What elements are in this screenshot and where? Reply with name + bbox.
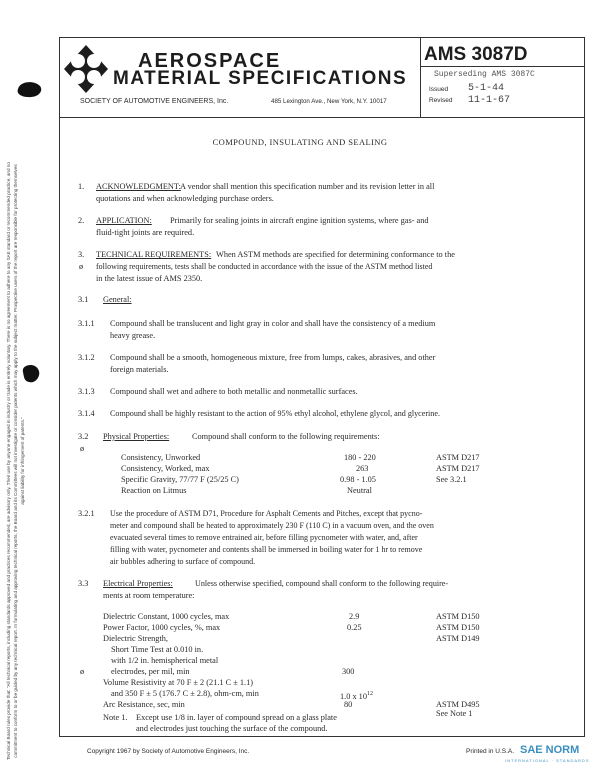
phys-row2-method: ASTM D217	[436, 464, 480, 473]
s31-number: 3.1	[78, 295, 89, 304]
elec-row4-line1: Volume Resistivity at 70 F ± 2 (21.1 C ± 1.1)	[103, 678, 254, 687]
watermark-subtitle: INTERNATIONAL · STANDARDS	[505, 758, 590, 763]
s31-heading: General:	[103, 295, 132, 304]
s321-line2: meter and compound shall be heated to approximately 230 F (110 C) in a vacuum oven, and the oven	[110, 521, 434, 530]
s313-number: 3.1.3	[78, 387, 95, 396]
revised-date: 11-1-67	[468, 95, 511, 106]
elec-row5-note: See Note 1	[436, 709, 473, 718]
sec3-line1: When ASTM methods are specified for determining conformance to the	[216, 250, 455, 259]
phys-row3-value: 0.98 - 1.05	[340, 475, 376, 484]
elec-row3-change-mark: ø	[80, 667, 85, 676]
s32-number: 3.2	[78, 432, 89, 441]
phys-row1-method: ASTM D217	[436, 453, 480, 462]
s314-line1: Compound shall be highly resistant to the action of 95% ethyl alcohol, ethylene glycol, and glycerine.	[110, 409, 440, 418]
s313-line1: Compound shall wet and adhere to both metallic and nonmetallic surfaces.	[110, 387, 358, 396]
elec-row3-prop: Dielectric Strength,	[103, 634, 168, 643]
elec-row5-method: ASTM D495	[436, 700, 480, 709]
elec-row2-method: ASTM D150	[436, 623, 480, 632]
elec-row3-line4: electrodes, per mil, min	[111, 667, 190, 676]
s311-line1: Compound shall be translucent and light gray in color and shall have the consistency of a medium	[110, 319, 436, 328]
s321-line3: evacuated several times to remove entrained air, before filling pycnometer with water, and, after	[110, 533, 418, 542]
elec-row1-value: 2.9	[349, 612, 360, 621]
revised-label: Revised	[429, 97, 453, 104]
society-address: 485 Lexington Ave., New York, N.Y. 10017	[271, 98, 387, 105]
copyright-notice: Copyright 1967 by Society of Automotive Engineers, Inc.	[87, 748, 250, 755]
elec-row1-prop: Dielectric Constant, 1000 cycles, max	[103, 612, 230, 621]
elec-row4-value-base: 1.0 x 10	[340, 691, 367, 701]
sec3-line3: in the latest issue of AMS 2350.	[96, 274, 203, 283]
header-divider	[59, 117, 585, 118]
issued-label: Issued	[429, 86, 449, 93]
elec-row3-value: 300	[342, 667, 355, 676]
elec-row2-prop: Power Factor, 1000 cycles, %, max	[103, 623, 221, 632]
header-title-line1: AEROSPACE	[138, 50, 282, 72]
watermark: SAE NORM	[520, 744, 580, 756]
s33-line2: ments at room temperature:	[103, 591, 195, 600]
sec1-heading: ACKNOWLEDGMENT:	[96, 182, 181, 191]
s33-number: 3.3	[78, 579, 89, 588]
phys-row2-value: 263	[356, 464, 369, 473]
s32-line1: Compound shall conform to the following requirements:	[192, 432, 380, 441]
sae-logo-icon	[61, 43, 111, 95]
note1-line1: Except use 1/8 in. layer of compound spread on a glass plate	[136, 713, 337, 722]
elec-row5-prop: Arc Resistance, sec, min	[103, 700, 185, 709]
elec-row4-value-exponent: 12	[366, 691, 373, 697]
ams-box-divider	[420, 66, 585, 67]
sec3-number: 3.	[78, 250, 85, 259]
s33-heading: Electrical Properties:	[103, 579, 173, 588]
superseding-note: Superseding AMS 3087C	[434, 70, 535, 79]
sec1-line1: A vendor shall mention this specification number and its revision letter in all	[180, 182, 435, 191]
sec2-line2: fluid-tight joints are required.	[96, 228, 195, 237]
sec1-line2: quotations and when acknowledging purchase orders.	[96, 194, 274, 203]
sec2-heading: APPLICATION:	[96, 216, 152, 225]
phys-row2-prop: Consistency, Worked, max	[121, 464, 210, 473]
header-title-line2: MATERIAL SPECIFICATIONS	[113, 68, 408, 89]
elec-row3-method: ASTM D149	[436, 634, 480, 643]
s32-heading: Physical Properties:	[103, 432, 170, 441]
s321-number: 3.2.1	[78, 509, 95, 518]
elec-row5-value: 80	[344, 700, 353, 709]
society-name: SOCIETY OF AUTOMOTIVE ENGINEERS, Inc.	[80, 98, 229, 105]
printed-in: Printed in U.S.A.	[466, 748, 515, 755]
s33-line1: Unless otherwise specified, compound shall conform to the following require-	[195, 579, 449, 588]
s312-line2: foreign materials.	[110, 365, 169, 374]
sec3-heading: TECHNICAL REQUIREMENTS:	[96, 250, 212, 259]
elec-row1-method: ASTM D150	[436, 612, 480, 621]
s312-line1: Compound shall be a smooth, homogeneous mixture, free from lumps, cakes, abrasives, and other	[110, 353, 436, 362]
phys-row1-value: 180 - 220	[344, 453, 376, 462]
s311-number: 3.1.1	[78, 319, 95, 328]
ams-number: AMS 3087D	[424, 44, 528, 65]
sec3-line2: following requirements, tests shall be conducted in accordance with the issue of the ASTM method listed	[96, 262, 433, 271]
ink-blot-icon	[14, 78, 44, 100]
issued-date: 5-1-44	[468, 83, 505, 94]
sec2-line1: Primarily for sealing joints in aircraft engine ignition systems, where gas- and	[170, 216, 429, 225]
note1-label: Note 1.	[103, 713, 128, 722]
s311-line2: heavy grease.	[110, 331, 156, 340]
s321-line4: filling with water, pycnometer and contents shall be immersed in boiling water for 1 hr to remove	[110, 545, 423, 554]
header-column-divider	[420, 37, 421, 117]
phys-row3-method: See 3.2.1	[436, 475, 467, 484]
s321-line5: air bubbles adhering to surface of compound.	[110, 557, 256, 566]
phys-row3-prop: Specific Gravity, 77/77 F (25/25 C)	[121, 475, 239, 484]
elec-row4-line2: and 350 F ± 5 (176.7 C ± 2.8), ohm-cm, min	[111, 689, 259, 698]
sec1-number: 1.	[78, 182, 85, 191]
elec-row3-line2: Short Time Test at 0.010 in.	[111, 645, 204, 654]
s314-number: 3.1.4	[78, 409, 95, 418]
phys-row4-prop: Reaction on Litmus	[121, 486, 187, 495]
sec2-number: 2.	[78, 216, 85, 225]
s32-change-mark: ø	[80, 444, 85, 453]
s321-line1: Use the procedure of ASTM D71, Procedure for Asphalt Cements and Pitches, except that pycno-	[110, 509, 423, 518]
elec-row3-line3: with 1/2 in. hemispherical metal	[111, 656, 219, 665]
side-disclaimer: Technical Board rules provide that: "All technical reports, including standards approved and practices recommended, are advisory only. Their use by anyone engaged in industry or trade is entirely voluntary. There is no agreement to adhere to any SAE standard or recommended practice, and no commitment to conform to or be guided by any technical report. In formulating and approving technical reports, the Board and its Committees will not investigate or consider patents which may apply to the subject matter. Prospective users of the report are responsible for protecting themselves against liability for infringement of patents."	[6, 162, 25, 760]
note1-line2: and electrodes just touching the surface of the compound.	[136, 724, 328, 733]
s312-number: 3.1.2	[78, 353, 95, 362]
phys-row1-prop: Consistency, Unworked	[121, 453, 201, 462]
phys-row4-value: Neutral	[347, 486, 372, 495]
sec3-change-mark: ø	[79, 262, 84, 271]
elec-row2-value: 0.25	[347, 623, 362, 632]
document-title: COMPOUND, INSULATING AND SEALING	[212, 137, 388, 147]
ink-blot-icon	[18, 360, 42, 386]
